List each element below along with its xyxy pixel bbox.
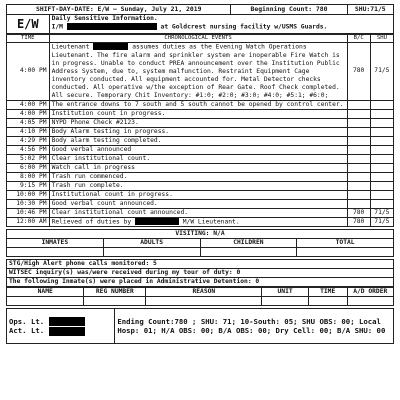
log-shu [370, 181, 393, 190]
log-time: 4:56 PM [7, 145, 50, 154]
ad-table [6, 287, 394, 306]
header-table [6, 4, 394, 15]
log-shu [370, 190, 393, 199]
log-row [7, 136, 394, 145]
log-bc [347, 154, 370, 163]
col-shu: SHU [370, 35, 393, 43]
stg-note: STG/High Alert phone calls monitored: 5 [7, 260, 394, 269]
log-time: 4:05 PM [7, 118, 50, 127]
log-time: 10:46 PM [7, 208, 50, 217]
ad-col-reason: REASON [146, 288, 262, 297]
log-row [7, 109, 394, 118]
log-bc [347, 136, 370, 145]
redaction-box [93, 43, 128, 50]
redaction-box [49, 317, 85, 326]
log-event: Institutional count in progress. [49, 190, 347, 199]
log-bc [347, 172, 370, 181]
log-row [7, 208, 394, 217]
log-time: 12:00 AM [7, 217, 50, 227]
log-row [7, 181, 394, 190]
log-time: 6:00 PM [7, 163, 50, 172]
visiting-table [6, 229, 394, 257]
log-bc [347, 181, 370, 190]
log-row [7, 217, 394, 227]
log-event: Trash run complete. [49, 181, 347, 190]
log-bc: 780 [347, 217, 370, 227]
ad-col-time: TIME [308, 288, 347, 297]
ops-lt: Ops. Lt. [9, 317, 112, 327]
redaction-box [135, 218, 179, 225]
log-row [7, 172, 394, 181]
act-lt: Act. Lt. [9, 326, 112, 336]
beginning-count: Beginning Count: 780 [231, 5, 347, 15]
log-bc: 780 [347, 43, 370, 101]
ad-col-name: NAME [7, 288, 84, 297]
log-shu [370, 163, 393, 172]
log-time: 5:02 PM [7, 154, 50, 163]
log-bc: 780 [347, 208, 370, 217]
log-event: Clear institutional count announced. [49, 208, 347, 217]
log-shu [370, 199, 393, 208]
log-bc [347, 100, 370, 109]
footer-table [6, 308, 394, 344]
daily-log-sheet [6, 4, 394, 344]
log-bc [347, 163, 370, 172]
log-event: Trash run commenced. [49, 172, 347, 181]
visiting-col-total: TOTAL [297, 239, 394, 248]
log-time: 9:15 PM [7, 181, 50, 190]
log-event: Good verbal count announced. [49, 199, 347, 208]
log-row [7, 43, 394, 101]
log-bc [347, 127, 370, 136]
ad-col-reg: REG NUMBER [84, 288, 146, 297]
log-shu [370, 118, 393, 127]
log-time: 4:00 PM [7, 43, 50, 101]
log-event: Body alarm testing completed. [49, 136, 347, 145]
log-event: Watch call in progress [49, 163, 347, 172]
log-time: 10:30 PM [7, 199, 50, 208]
ad-col-unit: UNIT [262, 288, 308, 297]
log-shu: 71/5 [370, 43, 393, 101]
inmate-location: at Goldcrest nursing facility w/USMS Guards. [160, 23, 328, 31]
log-bc [347, 190, 370, 199]
log-row [7, 154, 394, 163]
log-row [7, 127, 394, 136]
log-time: 8:00 PM [7, 172, 50, 181]
log-bc [347, 199, 370, 208]
redaction-box [67, 23, 157, 30]
inmate-prefix: I/M [51, 23, 63, 31]
watch-label: E/W [7, 15, 50, 34]
sensitive-info [49, 15, 393, 34]
log-shu [370, 109, 393, 118]
log-bc [347, 118, 370, 127]
log-table [6, 34, 394, 227]
log-event: Lieutenant assumes duties as the Evening Watch Operations Lieutenant. The fire alarm and sprinkler system are inoperable Fire Watch is in progress. Unable to conduct PREA announcement over the Institution Public Address System, due to, system malfunction. Restraint Equipment Cage inventory conducted. All equipment accounted for. Metal Detector checks conducted. All operative w/the exception of Rear Gate. Roof Check completed. All secure. Temporary Chit Inventory: #1:0; #2:0; #3:0; #4:0; #5:1; #6:0; [49, 43, 347, 101]
log-event: The entrance downs to 7 south and 5 south cannot be opened by control center. [49, 100, 347, 109]
col-bc: B/C [347, 35, 370, 43]
log-time: 4:00 PM [7, 100, 50, 109]
log-row [7, 163, 394, 172]
witsec-note: WITSEC inquiry(s) was/were received during my tour of duty: 0 [7, 269, 394, 278]
log-shu [370, 172, 393, 181]
visiting-col-adults: ADULTS [103, 239, 200, 248]
log-shu [370, 154, 393, 163]
log-event: Body Alarm testing in progress. [49, 127, 347, 136]
log-shu: 71/5 [370, 217, 393, 227]
col-time: TIME [7, 35, 50, 43]
log-row [7, 145, 394, 154]
visiting-title: VISITING: N/A [7, 230, 394, 239]
log-bc [347, 109, 370, 118]
log-time: 4:29 PM [7, 136, 50, 145]
sensitive-line-2 [52, 23, 391, 32]
log-time: 4:10 PM [7, 127, 50, 136]
log-bc [347, 145, 370, 154]
log-time: 4:00 PM [7, 109, 50, 118]
log-event: Good verbal announced [49, 145, 347, 154]
log-shu [370, 100, 393, 109]
ad-note: The following Inmate(s) were placed in Administrative Detention: 0 [7, 278, 394, 287]
notes-table [6, 259, 394, 287]
visiting-col-inmates: INMATES [7, 239, 104, 248]
log-event: Relieved of duties by M/W Lieutenant. [49, 217, 347, 227]
log-row [7, 190, 394, 199]
ad-col-order: A/D ORDER [347, 288, 393, 297]
log-event: Institution count in progress. [49, 109, 347, 118]
log-shu: 71/5 [370, 208, 393, 217]
visiting-col-children: CHILDREN [200, 239, 297, 248]
log-shu [370, 127, 393, 136]
sensitive-line-1: Daily Sensitive Information. [51, 15, 158, 22]
shift-date: SHIFT-DAY-DATE: E/W – Sunday, July 21, 2019 [7, 5, 231, 15]
log-row [7, 100, 394, 109]
col-events: CHRONOLOGICAL EVENTS [49, 35, 347, 43]
log-shu [370, 145, 393, 154]
log-shu [370, 136, 393, 145]
log-event: NYPD Phone Check #2123. [49, 118, 347, 127]
ending-counts: Ending Count:780 ; SHU: 71; 10-South: 05; SHU OBS: 00; Local Hosp: 01; H/A OBS: 00; B/A OBS: 00; Dry Cell: 00; B/A SHU: 00 [115, 309, 394, 344]
log-row [7, 118, 394, 127]
log-row [7, 199, 394, 208]
signatures [7, 309, 115, 344]
shu-count: SHU:71/5 [347, 5, 393, 15]
redaction-box [49, 327, 85, 336]
log-event: Clear institutional count. [49, 154, 347, 163]
log-time: 10:00 PM [7, 190, 50, 199]
sensitive-info-table [6, 15, 394, 34]
